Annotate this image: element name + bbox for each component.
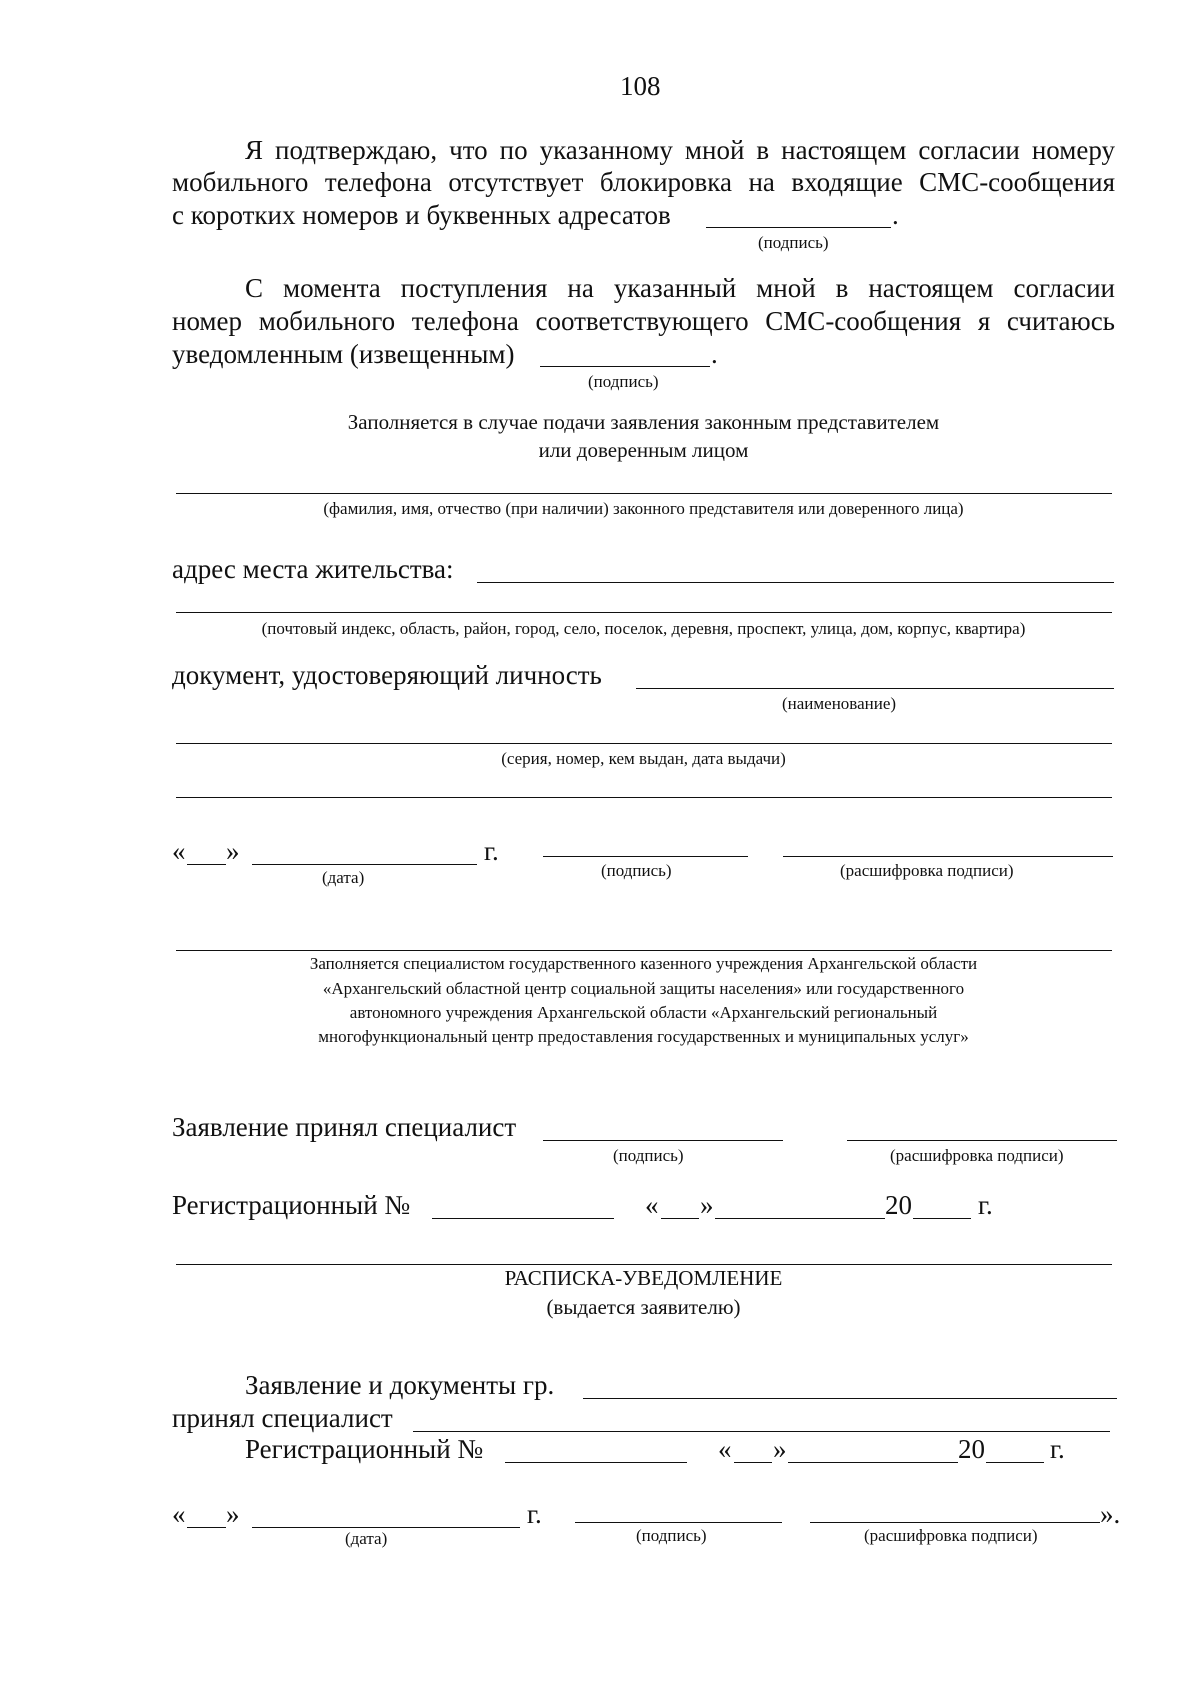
receipt-citizen-line[interactable]	[583, 1398, 1117, 1399]
rep-decoding-caption: (расшифровка подписи)	[840, 861, 1014, 880]
identity-doc-details-caption: (серия, номер, кем выдан, дата выдачи)	[501, 749, 786, 768]
receipt-reg-quote-open: «	[718, 1434, 732, 1464]
para2-line3: уведомленным (извещенным)	[172, 339, 515, 369]
receipt-reg-quote-close: »	[773, 1434, 787, 1464]
receipt-reg-year-prefix: 20	[958, 1434, 985, 1464]
accepted-by-label: Заявление принял специалист	[172, 1112, 517, 1142]
page-number: 108	[620, 71, 661, 101]
reg-month-line[interactable]	[715, 1218, 885, 1219]
identity-doc-details-line[interactable]	[176, 743, 1112, 744]
receipt-separator	[176, 1264, 1112, 1265]
receipt-title: РАСПИСКА-УВЕДОМЛЕНИЕ	[504, 1266, 783, 1290]
identity-doc-name-caption: (наименование)	[782, 694, 897, 713]
receipt-reg-label: Регистрационный №	[245, 1434, 484, 1464]
para1-line1: Я подтверждаю, что по указанному мной в настоящем согласии номеру	[245, 135, 1115, 165]
receipt-accepted-label: принял специалист	[172, 1403, 393, 1433]
receipt-date-day-line[interactable]	[187, 1527, 226, 1528]
receipt-reg-month-line[interactable]	[788, 1462, 958, 1463]
specialist-signature-caption: (подпись)	[613, 1146, 684, 1165]
specialist-decoding-line[interactable]	[847, 1140, 1117, 1141]
para2-signature-line[interactable]	[540, 366, 710, 367]
para1-line3: с коротких номеров и буквенных адресатов	[172, 200, 671, 230]
rep-date-day-line[interactable]	[187, 864, 226, 865]
reg-number-label: Регистрационный №	[172, 1190, 411, 1220]
receipt-signature-line[interactable]	[575, 1522, 782, 1523]
specialist-signature-line[interactable]	[543, 1140, 783, 1141]
specialist-separator	[176, 950, 1112, 951]
address-label: адрес места жительства:	[172, 554, 454, 584]
receipt-decoding-caption: (расшифровка подписи)	[864, 1526, 1038, 1545]
reg-day-line[interactable]	[661, 1218, 699, 1219]
receipt-date-month-line[interactable]	[252, 1527, 520, 1528]
address-line-2[interactable]	[176, 612, 1112, 613]
receipt-date-caption: (дата)	[345, 1529, 388, 1548]
para1-signature-caption: (подпись)	[758, 233, 829, 252]
receipt-reg-day-line[interactable]	[734, 1462, 772, 1463]
specialist-heading-line3: автономного учреждения Архангельской области «Архангельский региональный	[349, 1003, 938, 1022]
receipt-specialist-line[interactable]	[413, 1431, 1110, 1432]
reg-year-prefix: 20	[885, 1190, 912, 1220]
specialist-heading-line2: «Архангельский областной центр социальной защиты населения» или государственного	[322, 979, 965, 998]
rep-heading-line2: или доверенным лицом	[538, 438, 749, 462]
receipt-docs-label: Заявление и документы гр.	[245, 1370, 555, 1400]
receipt-reg-number-line[interactable]	[505, 1462, 687, 1463]
rep-date-caption: (дата)	[322, 868, 365, 887]
identity-doc-name-line[interactable]	[636, 688, 1114, 689]
rep-fio-caption: (фамилия, имя, отчество (при наличии) законного представителя или доверенного лица)	[323, 499, 964, 518]
address-line-1[interactable]	[477, 582, 1114, 583]
para2-line1: С момента поступления на указанный мной в настоящем согласии	[245, 273, 1115, 303]
rep-date-year-suffix: г.	[484, 836, 499, 866]
identity-doc-label: документ, удостоверяющий личность	[172, 660, 602, 690]
rep-date-month-line[interactable]	[252, 864, 477, 865]
rep-signature-line[interactable]	[543, 856, 748, 857]
para2-line2: номер мобильного телефона соответствующего СМС-сообщения я считаюсь	[172, 306, 1115, 336]
receipt-reg-year-suffix: г.	[1050, 1434, 1065, 1464]
rep-date-quote-close: »	[226, 836, 240, 866]
rep-fio-line[interactable]	[176, 493, 1112, 494]
para2-signature-caption: (подпись)	[588, 372, 659, 391]
reg-quote-open: «	[645, 1190, 659, 1220]
receipt-end-mark: ».	[1100, 1499, 1121, 1529]
para1-signature-line[interactable]	[706, 227, 891, 228]
rep-date-quote-open: «	[172, 836, 186, 866]
receipt-subtitle: (выдается заявителю)	[546, 1295, 741, 1319]
specialist-heading-line1: Заполняется специалистом государственного казенного учреждения Архангельской области	[309, 954, 978, 973]
rep-signature-caption: (подпись)	[601, 861, 672, 880]
identity-doc-extra-line[interactable]	[176, 797, 1112, 798]
para2-end-dot: .	[711, 339, 718, 369]
receipt-decoding-line[interactable]	[810, 1522, 1100, 1523]
rep-decoding-line[interactable]	[783, 856, 1113, 857]
reg-year-suffix: г.	[978, 1190, 993, 1220]
para1-line2: мобильного телефона отсутствует блокировка на входящие СМС-сообщения	[172, 167, 1115, 197]
specialist-heading-line4: многофункциональный центр предоставления государственных и муниципальных услуг»	[318, 1027, 969, 1046]
address-caption: (почтовый индекс, область, район, город, село, поселок, деревня, проспект, улица, дом, корпус, квартира)	[261, 619, 1026, 638]
receipt-date-quote-open: «	[172, 1499, 186, 1529]
reg-quote-close: »	[700, 1190, 714, 1220]
para1-end-dot: .	[892, 200, 899, 230]
receipt-signature-caption: (подпись)	[636, 1526, 707, 1545]
receipt-date-year-suffix: г.	[527, 1499, 542, 1529]
specialist-decoding-caption: (расшифровка подписи)	[890, 1146, 1064, 1165]
reg-number-line[interactable]	[432, 1218, 614, 1219]
reg-year-line[interactable]	[913, 1218, 971, 1219]
receipt-date-quote-close: »	[226, 1499, 240, 1529]
receipt-reg-year-line[interactable]	[986, 1462, 1044, 1463]
rep-heading-line1: Заполняется в случае подачи заявления законным представителем	[347, 410, 940, 434]
